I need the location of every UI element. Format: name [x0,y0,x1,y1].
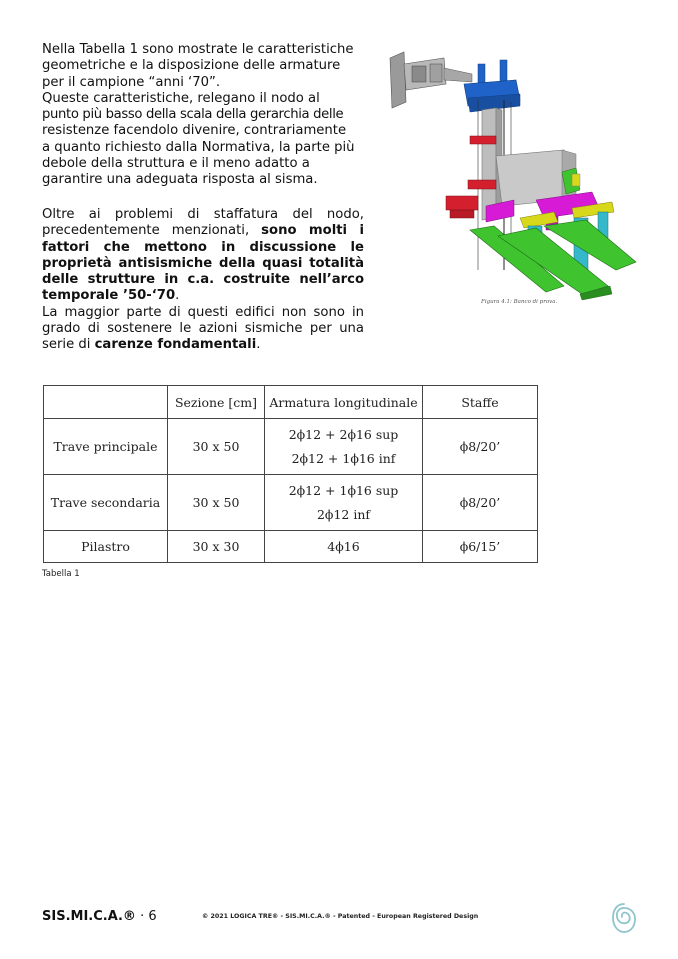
table-header: Staffe [423,386,538,419]
table-header-row [44,386,538,419]
text-line: Nella Tabella 1 sono mostrate le caratteristiche [42,42,354,57]
table-cell: Trave secondaria [44,475,168,531]
green-base [470,220,636,300]
table-cell [265,475,423,531]
text-line: resistenze facendolo divenire, contrariamente [42,123,347,139]
footer-brand [42,909,157,924]
punctuation: . [175,288,180,304]
armatura-sup: 2ϕ12 + 2ϕ16 sup [288,426,399,442]
table-row [44,419,538,475]
table-row [44,531,538,563]
text-line: garantire una adeguata risposta al sisma. [42,172,318,188]
wall-mount [390,52,472,108]
table-cell: ϕ6/15’ [423,531,538,563]
reinforcement-table [43,385,538,563]
intro-paragraph [42,42,364,189]
text-line: a quanto richiesto dalla Normativa, la parte più [42,139,355,155]
table-row [44,475,538,531]
text-sentence: La maggior parte di questi edifici non sono in grado di sostenere le azioni sismiche per una serie di [42,304,364,353]
bold-deficiencies: carenze fondamentali [94,337,257,353]
armatura-inf: 2ϕ12 inf [316,506,371,522]
text-line: debole della struttura e il meno adatto a [42,156,310,172]
table-cell: 4ϕ16 [265,531,423,563]
blue-actuator [464,60,520,112]
text-intro: Oltre ai problemi di staffatura del nodo, precedentemente menzionati, [42,207,364,239]
table-cell: ϕ8/20’ [423,419,538,475]
footer-copyright: © 2021 LOGICA TRE® - SIS.MI.C.A.® - Patented - European Registered Design [202,913,479,920]
table-caption: Tabella 1 [42,569,80,579]
figure-caption: Figura 4.1: Banco di prova. [481,299,558,305]
problems-paragraph [42,207,364,354]
test-rig-figure [386,40,646,318]
page-number: 6 [148,909,157,924]
table-cell: 30 x 50 [168,419,265,475]
bold-statement: sono molti i fattori che mettono in discussione le proprietà antisismiche della quasi totalità delle strutture in c.a. costruite nell’arco temporale ’50-‘70 [42,223,364,304]
table-header-empty [44,386,168,419]
text-line: per il campione “anni ‘70”. [42,74,221,90]
text-line: punto più basso della scala della gerarchia delle [42,107,344,123]
separator: · [135,909,149,924]
armatura-sup: 2ϕ12 + 1ϕ16 sup [288,482,399,498]
table-cell [265,419,423,475]
punctuation: . [256,337,261,353]
brand-name: SIS.MI.C.A.® [42,909,136,924]
table-cell: ϕ8/20’ [423,475,538,531]
table-cell: 30 x 50 [168,475,265,531]
text-line: Queste caratteristiche, relegano il nodo al [42,90,320,106]
table-header: Armatura longitudinale [265,386,423,419]
text-line: geometriche e la disposizione delle armature [42,58,341,74]
spiral-logo-icon [611,902,637,934]
table-header: Sezione [cm] [168,386,265,419]
table-cell: Pilastro [44,531,168,563]
armatura-inf: 2ϕ12 + 1ϕ16 inf [291,450,396,466]
table-cell: 30 x 30 [168,531,265,563]
table-cell: Trave principale [44,419,168,475]
